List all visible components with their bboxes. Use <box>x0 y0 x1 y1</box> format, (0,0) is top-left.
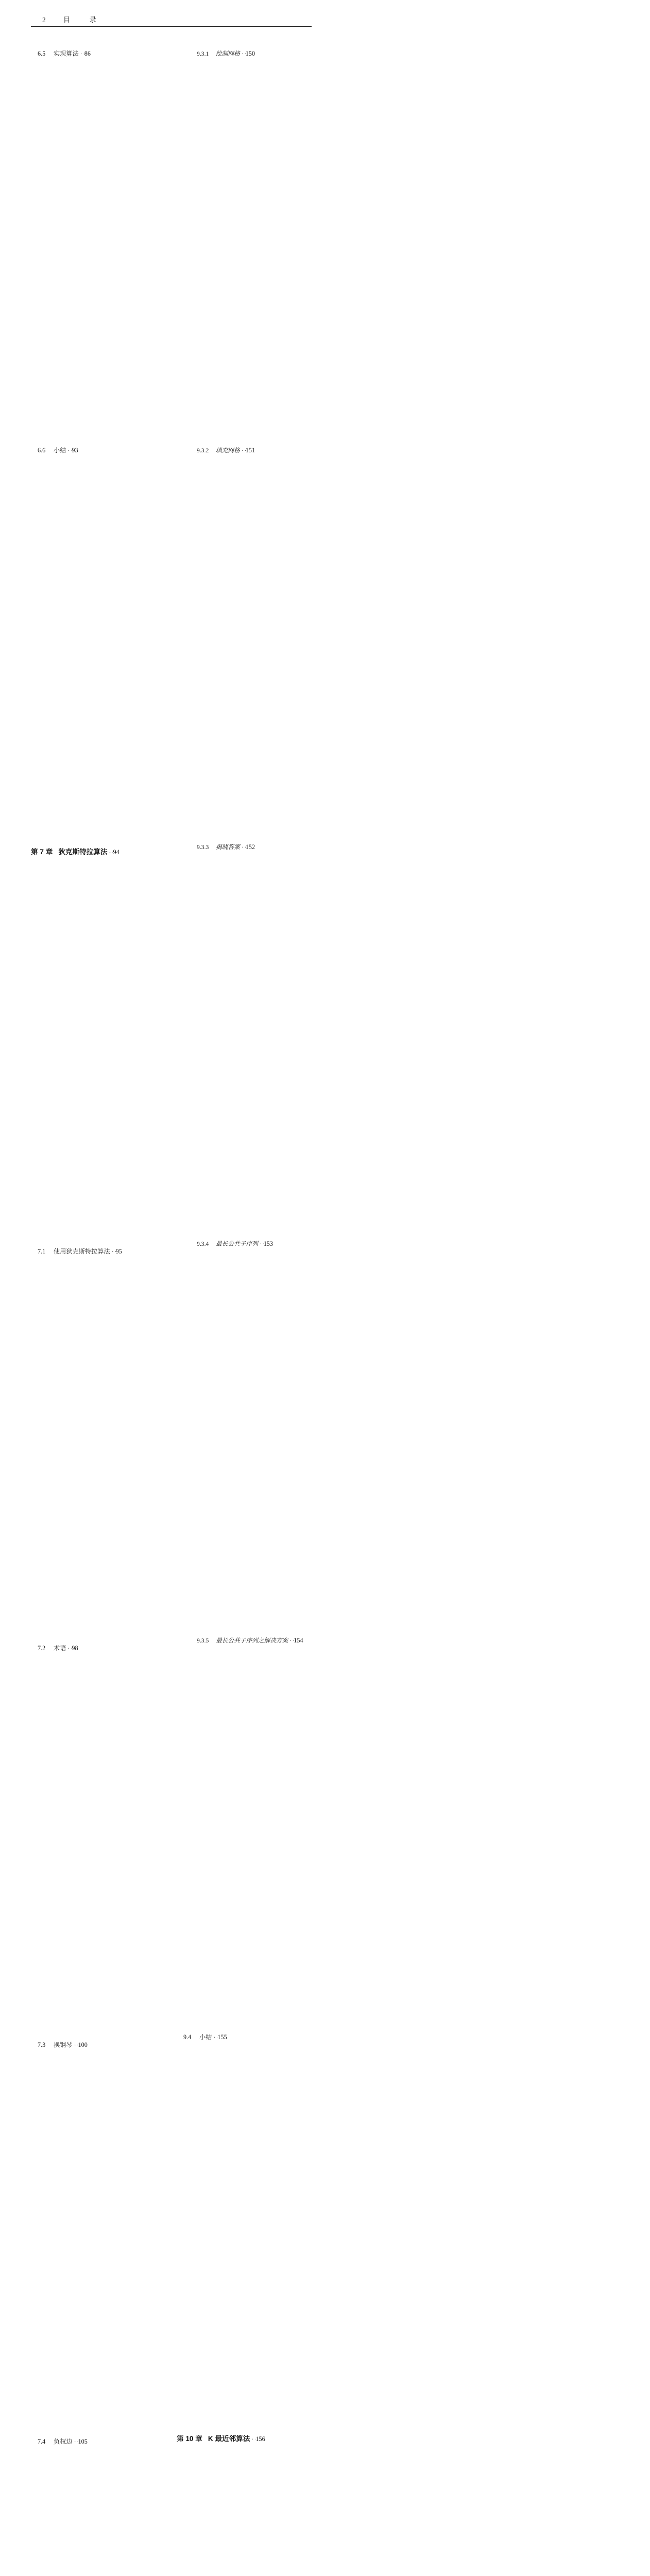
dot-leader <box>80 49 83 58</box>
toc-entry <box>177 1620 310 2016</box>
dot-leader <box>109 848 112 857</box>
entry-page-number: 151 <box>246 430 602 826</box>
entry-number: 9.3.4 <box>197 1241 209 1247</box>
entry-title: 负权边 <box>54 2438 73 2445</box>
entry-title: 实现算法 <box>54 50 79 57</box>
toc-entry <box>177 1223 310 1620</box>
entry-title: 换钢琴 <box>54 2041 73 2048</box>
toc-column-left <box>31 33 166 2576</box>
dot-leader <box>260 1240 263 1248</box>
toc-entry <box>31 2024 166 2421</box>
dot-leader <box>242 49 245 58</box>
entry-page-number: 156 <box>255 2418 612 2576</box>
toc-entry <box>177 2418 310 2576</box>
header-rule <box>31 26 312 27</box>
entry-number: 9.3.1 <box>197 50 209 57</box>
dot-leader <box>74 2041 77 2049</box>
entry-number: 7.1 <box>38 1248 46 1255</box>
entry-title: 揭晓答案 <box>216 844 240 851</box>
entry-page-number: 154 <box>294 1620 650 2016</box>
dot-leader <box>213 2033 216 2042</box>
entry-number: 第 10 章 <box>177 2435 202 2443</box>
entry-number: 6.6 <box>38 447 46 454</box>
entry-number: 9.3.5 <box>197 1637 209 1644</box>
entry-title: 使用狄克斯特拉算法 <box>54 1248 110 1255</box>
header-page-number: 2 <box>42 16 46 24</box>
entry-title: K 最近邻算法 <box>208 2435 250 2443</box>
entry-title: 小结 <box>54 447 66 454</box>
entry-title: 术语 <box>54 1645 66 1652</box>
entry-title: 填充网格 <box>216 447 240 454</box>
dot-leader <box>242 843 245 852</box>
entry-title: 最长公共子序列 <box>216 1241 258 1247</box>
entry-number: 9.3.2 <box>197 447 209 454</box>
entry-title: 狄克斯特拉算法 <box>58 848 108 856</box>
toc-entry <box>177 2016 310 2413</box>
entry-page-number: 155 <box>217 2016 574 2413</box>
toc-entry <box>31 1231 166 1628</box>
toc-entry <box>31 1628 166 2024</box>
toc-entry <box>177 826 310 1223</box>
entry-number: 9.3.3 <box>197 844 209 851</box>
dot-leader <box>67 446 71 455</box>
entry-page-number: 94 <box>113 832 469 1228</box>
entry-page-number: 86 <box>84 33 441 430</box>
entry-title: 最长公共子序列之解决方案 <box>216 1637 288 1644</box>
toc-entry <box>31 430 166 826</box>
entry-page-number: 100 <box>78 2024 435 2421</box>
dot-leader <box>289 1636 293 1645</box>
entry-number: 7.4 <box>38 2438 46 2445</box>
entry-page-number: 150 <box>246 33 602 430</box>
toc-entry <box>31 832 166 1228</box>
dot-leader <box>67 1644 71 1653</box>
toc-entry <box>177 430 310 826</box>
dot-leader <box>74 2437 77 2446</box>
entry-number: 7.3 <box>38 2041 46 2048</box>
entry-title: 绘制网格 <box>216 50 240 57</box>
entry-number: 9.4 <box>183 2033 192 2041</box>
entry-number: 6.5 <box>38 50 46 57</box>
entry-page-number: 153 <box>264 1223 620 1620</box>
toc-entry <box>31 2421 166 2576</box>
toc-columns <box>31 33 312 2576</box>
dot-leader <box>112 1247 115 1256</box>
entry-page-number: 95 <box>116 1231 472 1628</box>
entry-title: 小结 <box>199 2033 212 2041</box>
entry-page-number: 98 <box>72 1628 428 2024</box>
toc-entry <box>177 33 310 430</box>
entry-page-number: 105 <box>78 2421 435 2576</box>
toc-entry <box>31 33 166 430</box>
entry-page-number: 152 <box>246 826 602 1223</box>
running-head <box>32 16 311 24</box>
header-title: 目 录 <box>63 16 97 24</box>
entry-page-number: 93 <box>72 430 428 826</box>
dot-leader <box>251 2434 254 2444</box>
entry-number: 7.2 <box>38 1645 46 1652</box>
dot-leader <box>242 446 245 455</box>
toc-column-right <box>177 33 310 2576</box>
entry-number: 第 7 章 <box>31 848 53 856</box>
